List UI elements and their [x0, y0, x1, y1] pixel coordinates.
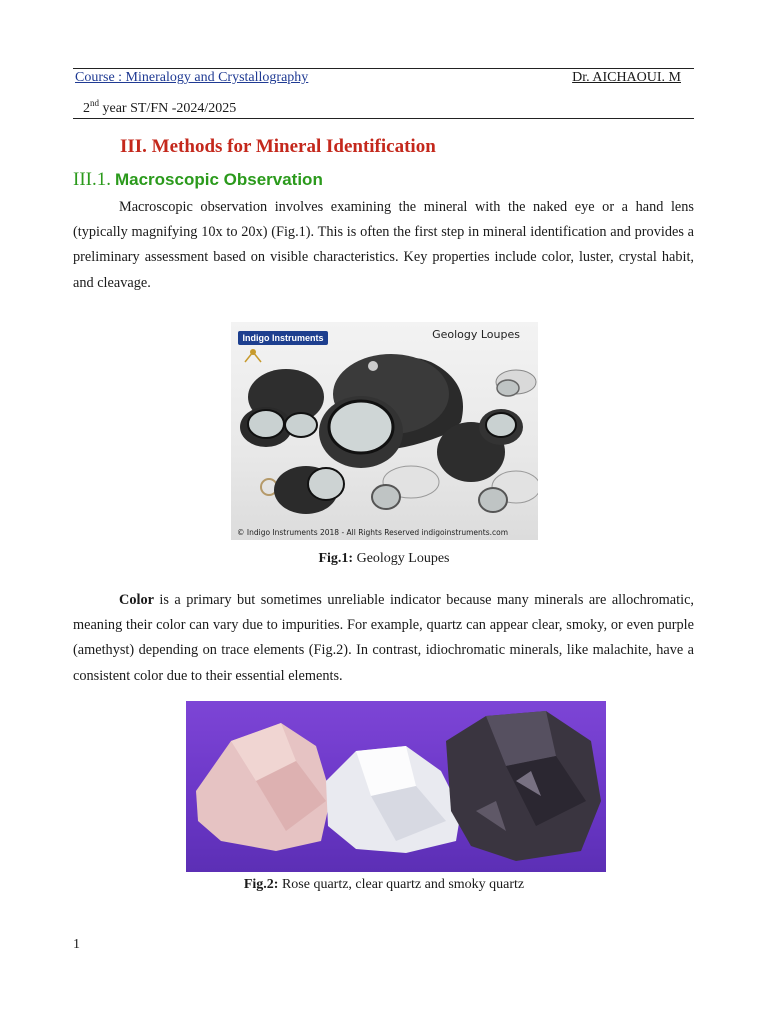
- header-top-rule: [73, 68, 694, 69]
- figure2-label: Fig.2:: [243, 877, 279, 892]
- color-paragraph-text: is a primary but sometimes unreliable indicator because many minerals are allochromatic, meaning their color can vary due to impurities. For example, quartz can appear clear, smoky, or even purple (amethyst) depending on trace elements (Fig.2). In contrast, idiochromatic minerals, like malachite, have a consistent color due to their essential elements.: [73, 592, 694, 684]
- figure1-label: Fig.1:: [318, 551, 354, 566]
- color-term: Color: [119, 592, 154, 608]
- figure1-caption-text: Geology Loupes: [353, 551, 450, 566]
- figure2-caption-text: Rose quartz, clear quartz and smoky quartz: [278, 877, 525, 892]
- figure1-caption: [0, 551, 768, 567]
- header-bottom-rule: [73, 118, 694, 119]
- quartz-illustration: [186, 701, 606, 872]
- figure2-caption: [0, 877, 768, 893]
- year-suffix: nd: [90, 98, 99, 108]
- loupes-illustration: [231, 322, 538, 540]
- image-title-text: Geology Loupes: [432, 328, 520, 341]
- subsection-heading: [73, 169, 323, 191]
- year-number: 2: [83, 101, 90, 116]
- year-line: [83, 98, 236, 117]
- paragraph-macroscopic: Macroscopic observation involves examining the mineral with the naked eye or a hand lens (typically magnifying 10x to 20x) (Fig.1). This is often the first step in mineral identification and provides a preliminary assessment based on visible characteristics. Key properties include color, luster, crystal habit, and cleavage.: [73, 199, 694, 291]
- subsection-title: Macroscopic Observation: [114, 170, 323, 189]
- geology-loupes-image: [231, 322, 538, 540]
- paragraph-color: [73, 588, 694, 689]
- quartz-samples-image: [186, 701, 606, 872]
- page-number: 1: [73, 937, 80, 952]
- section-heading: III. Methods for Mineral Identification: [120, 136, 436, 157]
- year-text: year ST/FN -2024/2025: [99, 101, 237, 116]
- subsection-number: III.1.: [73, 169, 111, 190]
- author-name: Dr. AICHAOUI. M: [572, 70, 681, 85]
- course-title[interactable]: Course : Mineralogy and Crystallography: [75, 70, 309, 85]
- image-copyright: © Indigo Instruments 2018 - All Rights Reserved indigoinstruments.com: [237, 528, 509, 537]
- indigo-logo: Indigo Instruments: [238, 331, 328, 345]
